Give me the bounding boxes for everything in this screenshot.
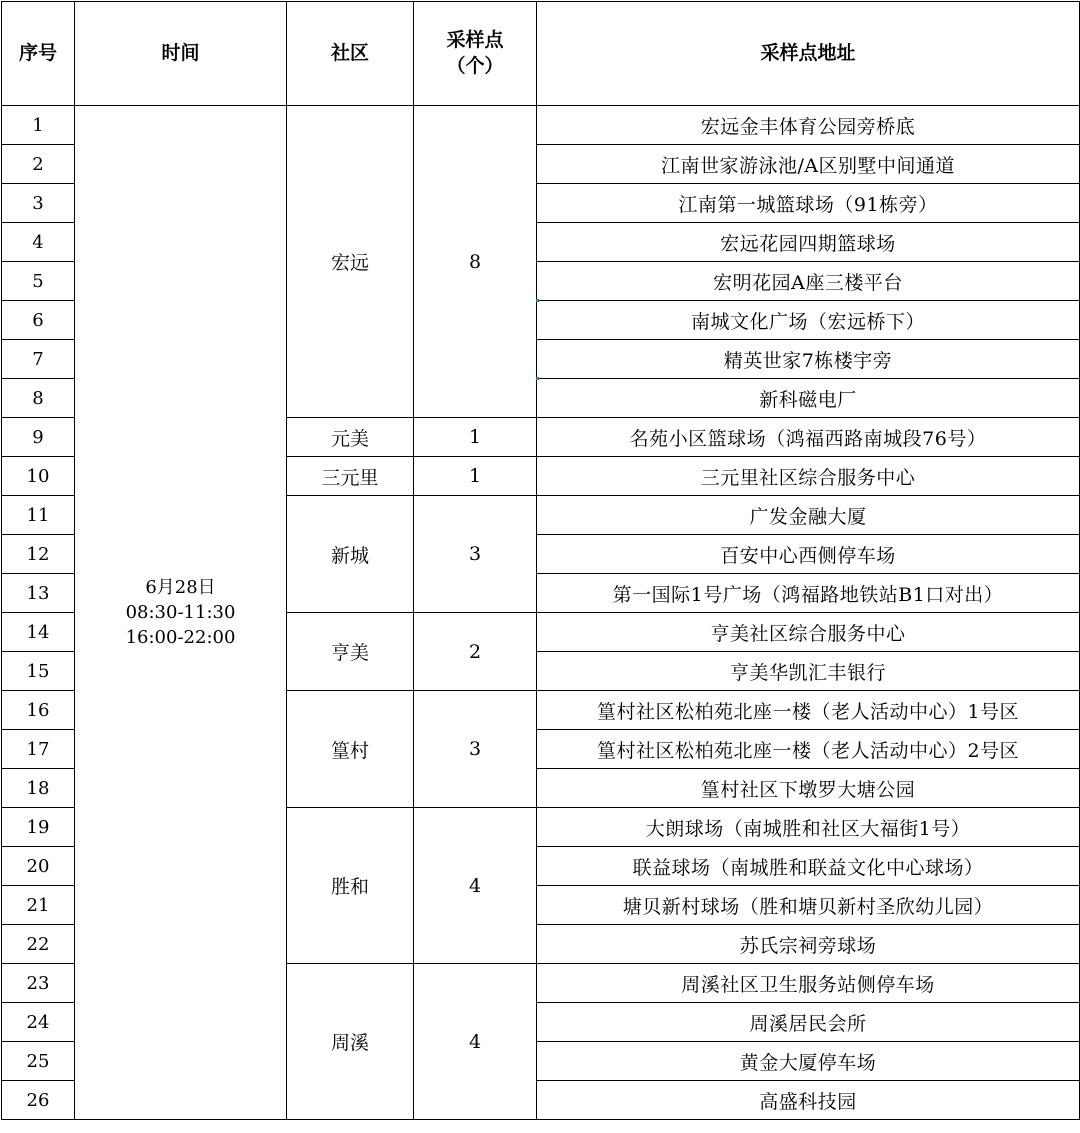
address-cell: 篁村社区松柏苑北座一楼（老人活动中心）2号区 (537, 730, 1080, 769)
header-row (2, 2, 1080, 106)
address-cell: 篁村社区松柏苑北座一楼（老人活动中心）1号区 (537, 691, 1080, 730)
header-seq: 序号 (2, 2, 75, 106)
row-seq: 20 (2, 847, 75, 886)
address-cell: 亨美华凯汇丰银行 (537, 652, 1080, 691)
header-count (414, 2, 537, 106)
address-cell: 宏远花园四期篮球场 (537, 223, 1080, 262)
row-seq: 8 (2, 379, 75, 418)
address-cell: 篁村社区下墩罗大塘公园 (537, 769, 1080, 808)
address-cell: 广发金融大厦 (537, 496, 1080, 535)
row-seq: 2 (2, 145, 75, 184)
table-body (2, 106, 1080, 1120)
address-cell: 周溪社区卫生服务站侧停车场 (537, 964, 1080, 1003)
address-cell: 联益球场（南城胜和联益文化中心球场） (537, 847, 1080, 886)
address-cell: 江南第一城篮球场（91栋旁） (537, 184, 1080, 223)
address-cell: 三元里社区综合服务中心 (537, 457, 1080, 496)
row-seq: 19 (2, 808, 75, 847)
row-seq: 9 (2, 418, 75, 457)
address-cell: 塘贝新村球场（胜和塘贝新村圣欣幼儿园） (537, 886, 1080, 925)
header-community: 社区 (287, 2, 414, 106)
row-seq: 1 (2, 106, 75, 145)
row-seq: 25 (2, 1042, 75, 1081)
count-cell: 2 (414, 613, 537, 691)
count-cell: 3 (414, 691, 537, 808)
header-count-line1: 采样点 (446, 28, 504, 51)
count-cell: 1 (414, 457, 537, 496)
header-count-line2: （个） (446, 54, 504, 77)
row-seq: 13 (2, 574, 75, 613)
address-cell: 精英世家7栋楼宇旁 (537, 340, 1080, 379)
count-cell: 4 (414, 964, 537, 1120)
count-cell: 4 (414, 808, 537, 964)
count-cell: 1 (414, 418, 537, 457)
address-cell: 宏远金丰体育公园旁桥底 (537, 106, 1080, 145)
time-date: 6月28日 (145, 576, 216, 598)
sampling-sites-table (1, 1, 1080, 1120)
community-cell: 宏远 (287, 106, 414, 418)
address-cell: 百安中心西侧停车场 (537, 535, 1080, 574)
community-cell: 新城 (287, 496, 414, 613)
row-seq: 11 (2, 496, 75, 535)
row-seq: 22 (2, 925, 75, 964)
time-slot1: 08:30-11:30 (125, 601, 236, 623)
community-cell: 周溪 (287, 964, 414, 1120)
address-cell: 亨美社区综合服务中心 (537, 613, 1080, 652)
row-seq: 17 (2, 730, 75, 769)
address-cell: 名苑小区篮球场（鸿福西路南城段76号） (537, 418, 1080, 457)
row-seq: 21 (2, 886, 75, 925)
count-cell: 3 (414, 496, 537, 613)
community-cell: 胜和 (287, 808, 414, 964)
row-seq: 12 (2, 535, 75, 574)
count-cell: 8 (414, 106, 537, 418)
header-time: 时间 (75, 2, 287, 106)
address-cell: 大朗球场（南城胜和社区大福街1号） (537, 808, 1080, 847)
row-seq: 16 (2, 691, 75, 730)
address-cell: 宏明花园A座三楼平台 (537, 262, 1080, 301)
time-slot2: 16:00-22:00 (125, 627, 236, 649)
address-cell: 第一国际1号广场（鸿福路地铁站B1口对出） (537, 574, 1080, 613)
table-row (2, 106, 1080, 145)
row-seq: 14 (2, 613, 75, 652)
row-seq: 15 (2, 652, 75, 691)
row-seq: 7 (2, 340, 75, 379)
address-cell: 江南世家游泳池/A区别墅中间通道 (537, 145, 1080, 184)
address-cell: 南城文化广场（宏远桥下） (537, 301, 1080, 340)
community-cell: 三元里 (287, 457, 414, 496)
row-seq: 23 (2, 964, 75, 1003)
header-address: 采样点地址 (537, 2, 1080, 106)
row-seq: 18 (2, 769, 75, 808)
community-cell: 亨美 (287, 613, 414, 691)
row-seq: 3 (2, 184, 75, 223)
address-cell: 黄金大厦停车场 (537, 1042, 1080, 1081)
row-seq: 6 (2, 301, 75, 340)
community-cell: 元美 (287, 418, 414, 457)
address-cell: 苏氏宗祠旁球场 (537, 925, 1080, 964)
address-cell: 周溪居民会所 (537, 1003, 1080, 1042)
community-cell: 篁村 (287, 691, 414, 808)
address-cell: 高盛科技园 (537, 1081, 1080, 1120)
time-cell (75, 106, 287, 1120)
row-seq: 4 (2, 223, 75, 262)
row-seq: 10 (2, 457, 75, 496)
address-cell: 新科磁电厂 (537, 379, 1080, 418)
row-seq: 26 (2, 1081, 75, 1120)
row-seq: 24 (2, 1003, 75, 1042)
row-seq: 5 (2, 262, 75, 301)
